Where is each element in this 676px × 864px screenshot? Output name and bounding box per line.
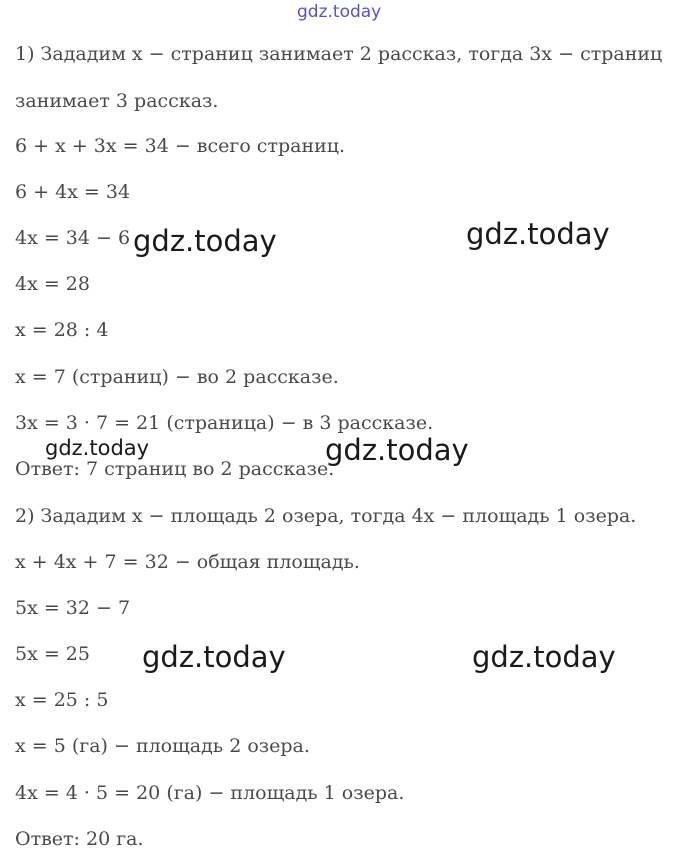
solution-line-12: 5x = 32 − 7 [15,597,131,619]
solution-line-15: x = 5 (га) − площадь 2 озера. [15,735,310,757]
solution-line-8: x = 7 (страниц) − во 2 рассказе. [15,366,339,388]
solution-line-9: 3x = 3 · 7 = 21 (страница) − в 3 рассказе. [15,412,434,434]
answer-line-1: Ответ: 7 страниц во 2 рассказе. [15,458,335,480]
solution-line-6: 4x = 28 [15,273,90,295]
solution-line-10: 2) Зададим x − площадь 2 озера, тогда 4x − площадь 1 озера. [15,505,637,527]
watermark-4: gdz.today [325,433,469,467]
solution-line-16: 4x = 4 · 5 = 20 (га) − площадь 1 озера. [15,782,405,804]
solution-line-5: 4x = 34 − 6 [15,227,131,249]
watermark-3: gdz.today [45,436,150,460]
watermark-5: gdz.today [142,640,286,674]
watermark-6: gdz.today [472,640,616,674]
watermark-2: gdz.today [466,217,610,251]
solution-line-3: 6 + x + 3x = 34 − всего страниц. [15,135,346,157]
solution-line-4: 6 + 4x = 34 [15,181,131,203]
solution-line-14: x = 25 : 5 [15,689,109,711]
solution-line-11: x + 4x + 7 = 32 − общая площадь. [15,551,360,573]
watermark-1: gdz.today [133,224,277,258]
solution-line-13: 5x = 25 [15,643,90,665]
answer-line-2: Ответ: 20 га. [15,828,144,850]
solution-line-7: x = 28 : 4 [15,319,109,341]
solution-line-1: 1) Зададим x − страниц занимает 2 рассказ, тогда 3x − страниц [15,43,663,65]
watermark-top: gdz.today [297,2,382,22]
solution-line-2: занимает 3 рассказ. [15,90,219,112]
